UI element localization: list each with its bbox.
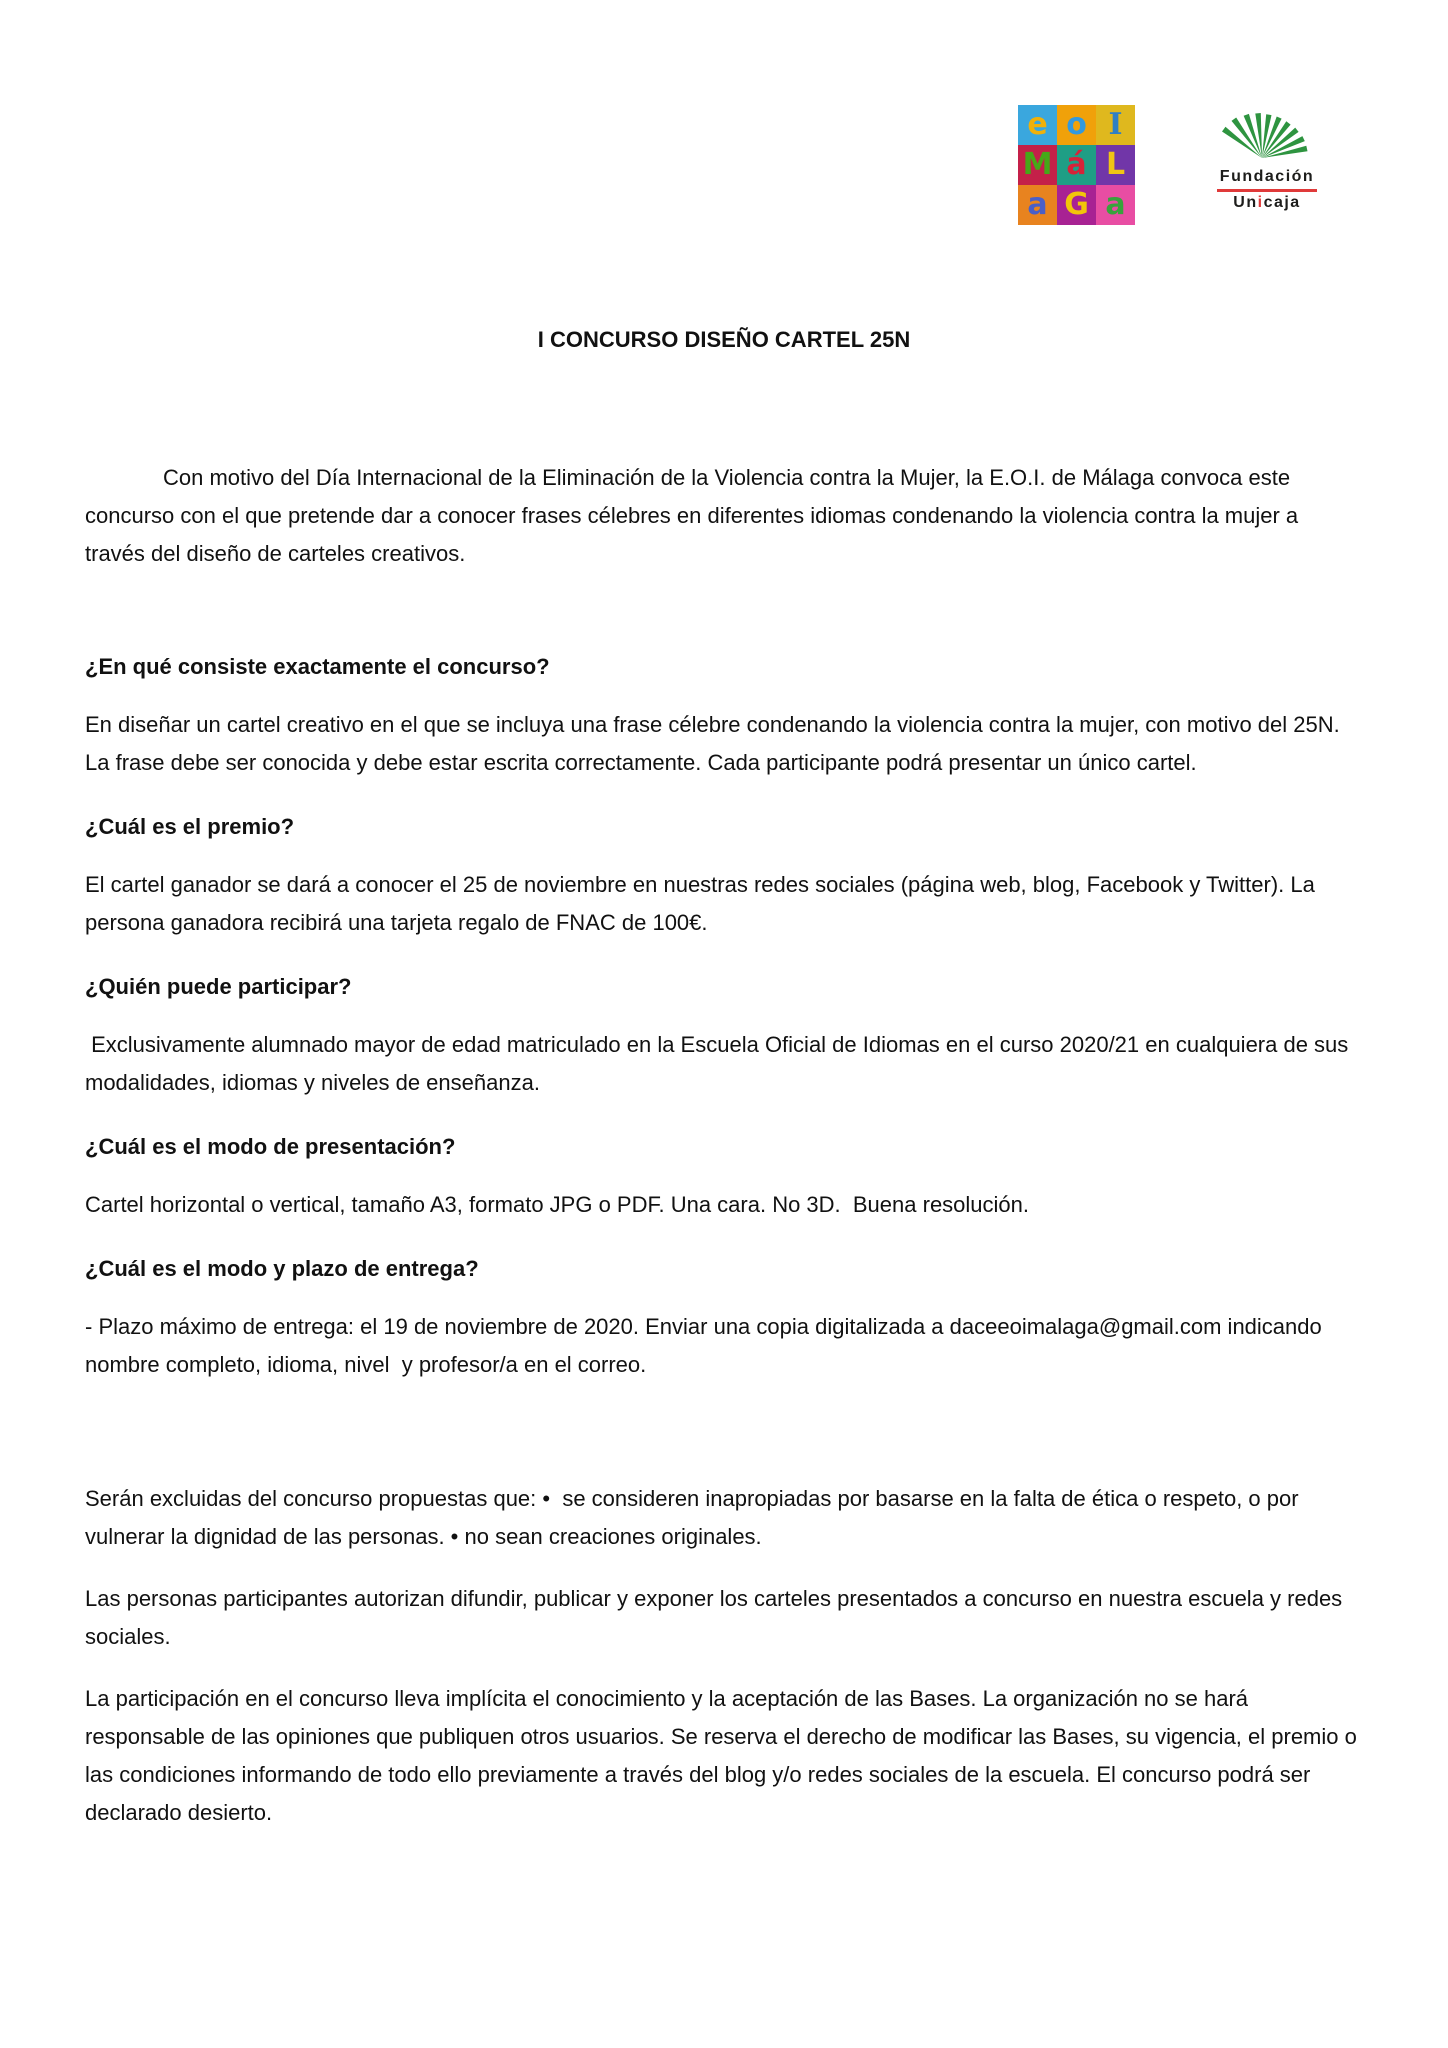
eoi-logo-tile: I bbox=[1096, 105, 1135, 145]
section-body-participar: Exclusivamente alumnado mayor de edad matriculado en la Escuela Oficial de Idiomas en el curso 2020/21 en cualquiera de sus modalidades, idiomas y niveles de enseñanza. bbox=[85, 1032, 1355, 1095]
unicaja-text-accent: i bbox=[1257, 194, 1264, 211]
intro-paragraph: Con motivo del Día Internacional de la Eliminación de la Violencia contra la Mujer, la E.O.I. de Málaga convoca este concurso con el que pretende dar a conocer frases célebres en diferentes idiomas condenando la violencia contra la mujer a través del diseño de carteles creativos. bbox=[85, 465, 1305, 566]
section-heading-plazo-entrega: ¿Cuál es el modo y plazo de entrega? bbox=[85, 1256, 479, 1281]
unicaja-logo-text-unicaja bbox=[1233, 194, 1300, 212]
eoi-logo-tile: a bbox=[1018, 185, 1057, 225]
eoi-logo-tile: G bbox=[1057, 185, 1096, 225]
section-heading-participar: ¿Quién puede participar? bbox=[85, 974, 352, 999]
section-heading-premio: ¿Cuál es el premio? bbox=[85, 814, 295, 839]
section-heading-concurso: ¿En qué consiste exactamente el concurso? bbox=[85, 654, 550, 679]
unicaja-logo-text-fundacion: Fundación bbox=[1219, 168, 1315, 185]
closing-paragraph-bases: La participación en el concurso lleva implícita el conocimiento y la aceptación de las Bases. La organización no se hará responsable de las opiniones que publiquen otros usuarios. Se reserva el derecho de modificar las Bases, su vigencia, el premio o las condiciones informando de todo ello previamente a través del blog y/o redes sociales de la escuela. El concurso podrá ser declarado desierto. bbox=[85, 1686, 1363, 1825]
section-body-concurso: En diseñar un cartel creativo en el que se incluya una frase célebre condenando la violencia contra la mujer, con motivo del 25N. La frase debe ser conocida y debe estar escrita correctamente. Cada participante podrá presentar un único cartel. bbox=[85, 712, 1346, 775]
eoi-malaga-logo bbox=[1018, 105, 1135, 225]
section-body-premio: El cartel ganador se dará a conocer el 25 de noviembre en nuestras redes sociales (página web, blog, Facebook y Twitter). La persona ganadora recibirá una tarjeta regalo de FNAC de 100€. bbox=[85, 872, 1321, 935]
eoi-logo-tile: e bbox=[1018, 105, 1057, 145]
unicaja-logo-rule bbox=[1217, 189, 1317, 192]
unicaja-text-part: Un bbox=[1233, 194, 1258, 211]
eoi-logo-tile: a bbox=[1096, 185, 1135, 225]
section-body-plazo-entrega: - Plazo máximo de entrega: el 19 de noviembre de 2020. Enviar una copia digitalizada a daceeoimalaga@gmail.com indicando nombre completo, idioma, nivel y profesor/a en el correo. bbox=[85, 1314, 1328, 1377]
eoi-logo-tile: o bbox=[1057, 105, 1096, 145]
header-logos bbox=[1018, 105, 1317, 225]
eoi-logo-tile: á bbox=[1057, 145, 1096, 185]
unicaja-fan-icon bbox=[1222, 111, 1312, 163]
eoi-logo-tile: L bbox=[1096, 145, 1135, 185]
closing-paragraph-autorizacion: Las personas participantes autorizan difundir, publicar y exponer los carteles presentados a concurso en nuestra escuela y redes sociales. bbox=[85, 1586, 1349, 1649]
section-body-presentacion: Cartel horizontal o vertical, tamaño A3, formato JPG o PDF. Una cara. No 3D. Buena resolución. bbox=[85, 1192, 1030, 1217]
closing-paragraph-exclusiones: Serán excluidas del concurso propuestas que: • se consideren inapropiadas por basarse en la falta de ética o respeto, o por vulnerar la dignidad de las personas. • no sean creaciones originales. bbox=[85, 1486, 1305, 1549]
section-heading-presentacion: ¿Cuál es el modo de presentación? bbox=[85, 1134, 456, 1159]
fundacion-unicaja-logo bbox=[1217, 111, 1317, 212]
eoi-logo-tile: M bbox=[1018, 145, 1057, 185]
unicaja-text-part: caja bbox=[1263, 194, 1301, 211]
document-title: I CONCURSO DISEÑO CARTEL 25N bbox=[537, 327, 911, 352]
